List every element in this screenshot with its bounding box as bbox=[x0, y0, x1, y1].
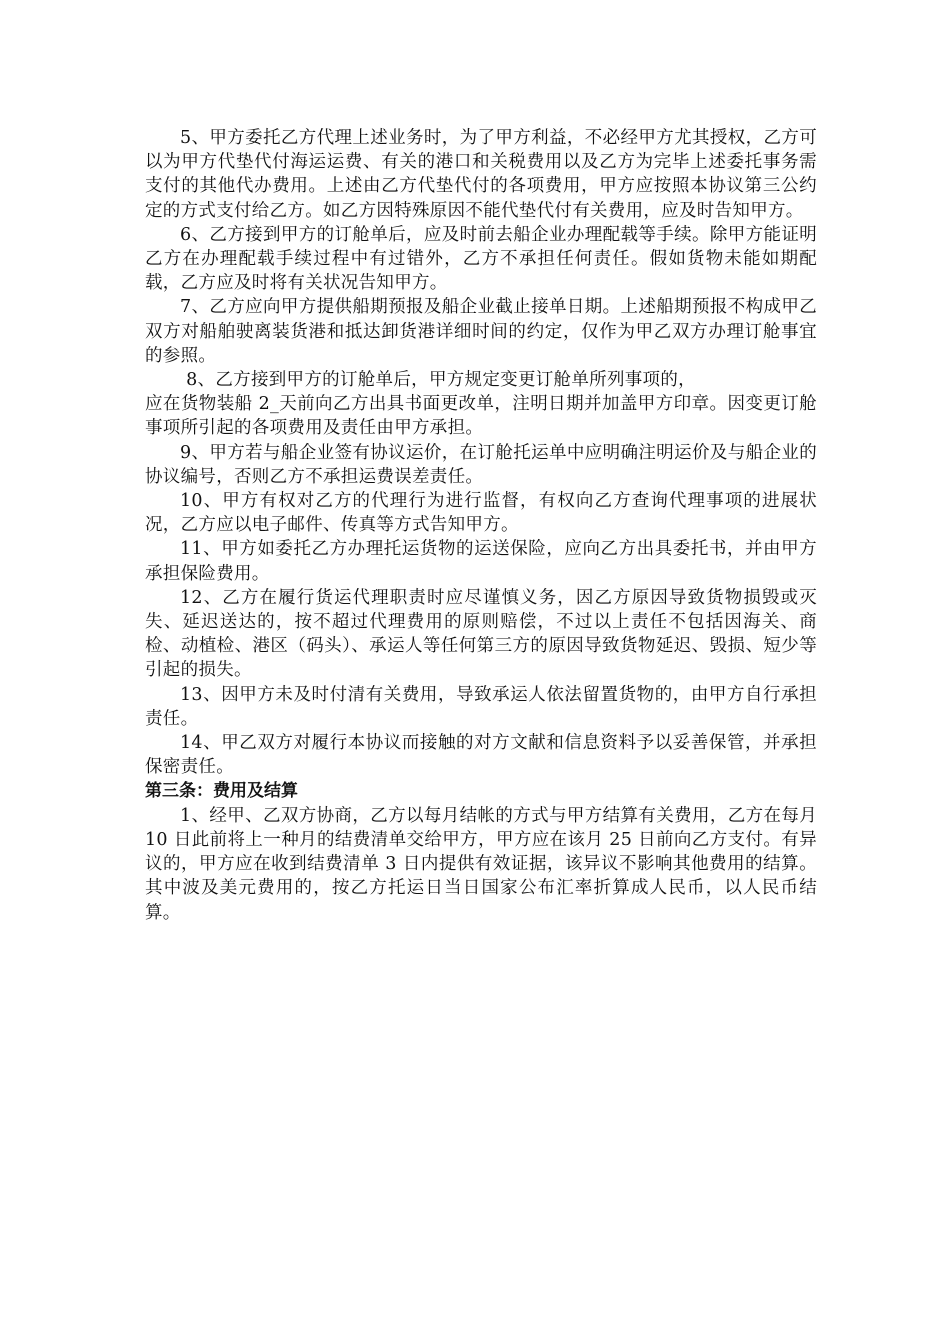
clause-5-paragraph: 5、甲方委托乙方代理上述业务时，为了甲方利益，不必经甲方尤其授权，乙方可以为甲方代垫代付海运运费、有关的港口和关税费用以及乙方为完毕上述委托事务需支付的其他代办费用。上述由乙方代垫代付的各项费用，甲方应按照本协议第三公约定的方式支付给乙方。如乙方因特殊原因不能代垫代付有关费用，应及时告知甲方。 bbox=[145, 128, 817, 221]
clause-6-paragraph: 6、乙方接到甲方的订舱单后，应及时前去船企业办理配载等手续。除甲方能证明乙方在办理配载手续过程中有过错外，乙方不承担任何责任。假如货物未能如期配载，乙方应及时将有关状况告知甲方。 bbox=[145, 224, 817, 294]
clause-14-paragraph: 14、甲乙双方对履行本协议而接触的对方文献和信息资料予以妥善保管，并承担保密责任。 bbox=[145, 733, 817, 778]
clause-8-continuation: 应在货物装船 2_天前向乙方出具书面更改单，注明日期并加盖甲方印章。因变更订舱事项所引起的各项费用及责任由甲方承担。 bbox=[145, 394, 817, 439]
clause-9-paragraph: 9、甲方若与船企业签有协议运价，在订舱托运单中应明确注明运价及与船企业的协议编号，否则乙方不承担运费误差责任。 bbox=[145, 442, 817, 487]
clause-12-paragraph: 12、乙方在履行货运代理职责时应尽谨慎义务，因乙方原因导致货物损毁或灭失、延迟送达的，按不超过代理费用的原则赔偿，不过以上责任不包括因海关、商检、动植检、港区（码头）、承运人等任何第三方的原因导致货物延迟、毁损、短少等引起的损失。 bbox=[145, 587, 817, 681]
section-heading: 第三条：费用及结算 bbox=[145, 781, 298, 802]
clause-8-paragraph: 8、乙方接到甲方的订舱单后，甲方规定变更订舱单所列事项的， bbox=[186, 370, 696, 391]
clause-7-paragraph: 7、乙方应向甲方提供船期预报及船企业截止接单日期。上述船期预报不构成甲乙双方对船舶驶离装货港和抵达卸货港详细时间的约定，仅作为甲乙双方办理订舱事宜的参照。 bbox=[145, 297, 817, 366]
clause-11-paragraph: 11、甲方如委托乙方办理托运货物的运送保险，应向乙方出具委托书，并由甲方承担保险费用。 bbox=[145, 539, 817, 584]
document-body bbox=[145, 126, 817, 925]
fees-clause-1-paragraph: 1、经甲、乙双方协商，乙方以每月结帐的方式与甲方结算有关费用，乙方在每月 10 日此前将上一种月的结费清单交给甲方，甲方应在该月 25 日前向乙方支付。有异议的，甲方应在收到结费清单 3 日内提供有效证据，该异议不影响其他费用的结算。其中波及美元费用的，按乙方托运日当日国家公布汇率折算成人民币，以人民币结算。 bbox=[145, 805, 817, 923]
clause-13-paragraph: 13、因甲方未及时付清有关费用，导致承运人依法留置货物的，由甲方自行承担责任。 bbox=[145, 684, 817, 729]
clause-10-paragraph: 10、甲方有权对乙方的代理行为进行监督，有权向乙方查询代理事项的进展状况，乙方应以电子邮件、传真等方式告知甲方。 bbox=[145, 491, 817, 536]
